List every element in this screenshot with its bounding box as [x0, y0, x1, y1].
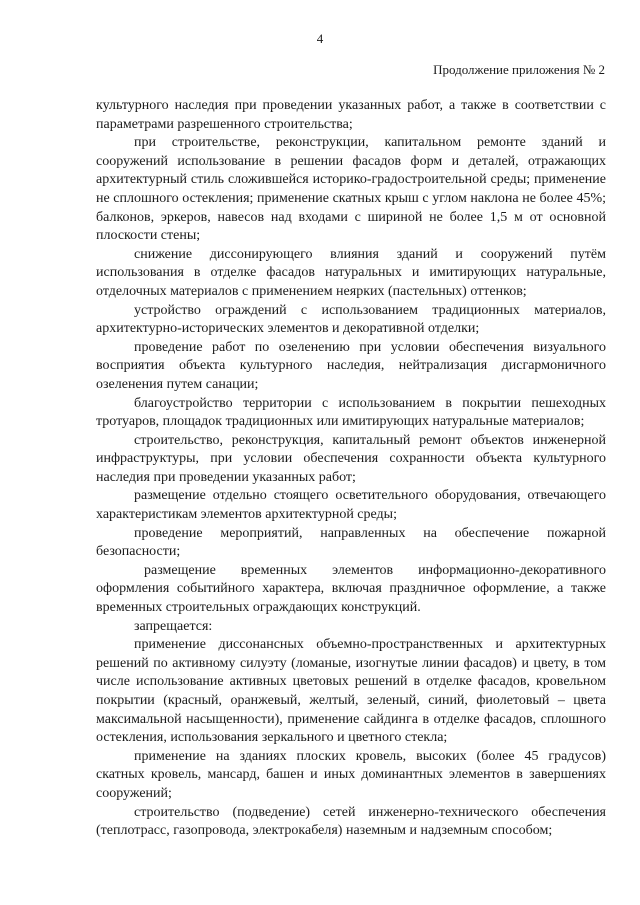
paragraph-roof-restrictions: применение на зданиях плоских кровель, высоких (более 45 градусов) скатных кровель, мансард, башен и иных доминантных элементов в завершениях сооружений; [96, 748, 606, 801]
paragraph-fire-safety: проведение мероприятий, направленных на обеспечение пожарной безопасности; [96, 525, 606, 560]
paragraph-engineering-networks: строительство (подведение) сетей инженерно-технического обеспечения (теплотрасс, газопровода, электрокабеля) наземным и надземным способом; [96, 804, 606, 839]
paragraph-engineering-infrastructure: строительство, реконструкция, капитальный ремонт объектов инженерной инфраструктуры, при условии обеспечения сохранности объекта культурного наследия при проведении указанных работ; [96, 432, 606, 485]
paragraph-cultural-heritage-continuation: культурного наследия при проведении указанных работ, а также в соответствии с параметрами разрешенного строительства; [96, 98, 606, 132]
paragraph-prohibited-heading: запрещается: [134, 618, 213, 634]
appendix-continuation-note: Продолжение приложения № 2 [433, 62, 605, 77]
paragraph-fences: устройство ограждений с использованием традиционных материалов, архитектурно-исторических элементов и декоративной отделки; [96, 302, 606, 337]
paragraph-landscaping: проведение работ по озеленению при условии обеспечения визуального восприятия объекта культурного наследия, нейтрализация дисгармоничного озеленения путем санации; [96, 339, 606, 392]
page-number: 4 [316, 31, 324, 46]
paragraph-lighting-equipment: размещение отдельно стоящего осветительного оборудования, отвечающего характеристикам элементов архитектурной среды; [96, 488, 606, 523]
paragraph-dissonance-reduction: снижение диссонирующего влияния зданий и сооружений путём использования в отделке фасадов натуральных и имитирующих натуральные, отделочных материалов с применением неярких (пастельных) оттенков; [96, 246, 606, 299]
paragraph-facade-design: при строительстве, реконструкции, капитальном ремонте зданий и сооружений использование в решении фасадов форм и деталей, отражающих архитектурный стиль сложившейся историко-градостроительной среды; применение не сплошного остекления; применение скатных крыш с углом наклона не более 45%; балконов, эркеров, навесов над входами с шириной не более 1,5 м от основной плоскости стены; [96, 135, 606, 244]
paragraph-temporary-elements: размещение временных элементов информационно-декоративного оформления событийного характера, включая праздничное оформление, а также временных строительных ограждающих конструкций. [96, 562, 606, 616]
paragraph-territory-improvement: благоустройство территории с использованием в покрытии пешеходных тротуаров, площадок традиционных или имитирующих натуральные материалов; [96, 395, 606, 430]
document-body [96, 97, 606, 841]
paragraph-dissonant-solutions: применение диссонансных объемно-пространственных и архитектурных решений по активному силуэту (ломаные, изогнутые линии фасадов) и цвету, в том числе использование активных цветовых решений в отделке фасадов, кровельном покрытии (красный, оранжевый, желтый, зеленый, синий, фиолетовый – цвета максимальной насыщенности), применение сайдинга в отделке фасадов, сплошного остекления, использования зеркального и цветного стекла; [96, 637, 606, 746]
